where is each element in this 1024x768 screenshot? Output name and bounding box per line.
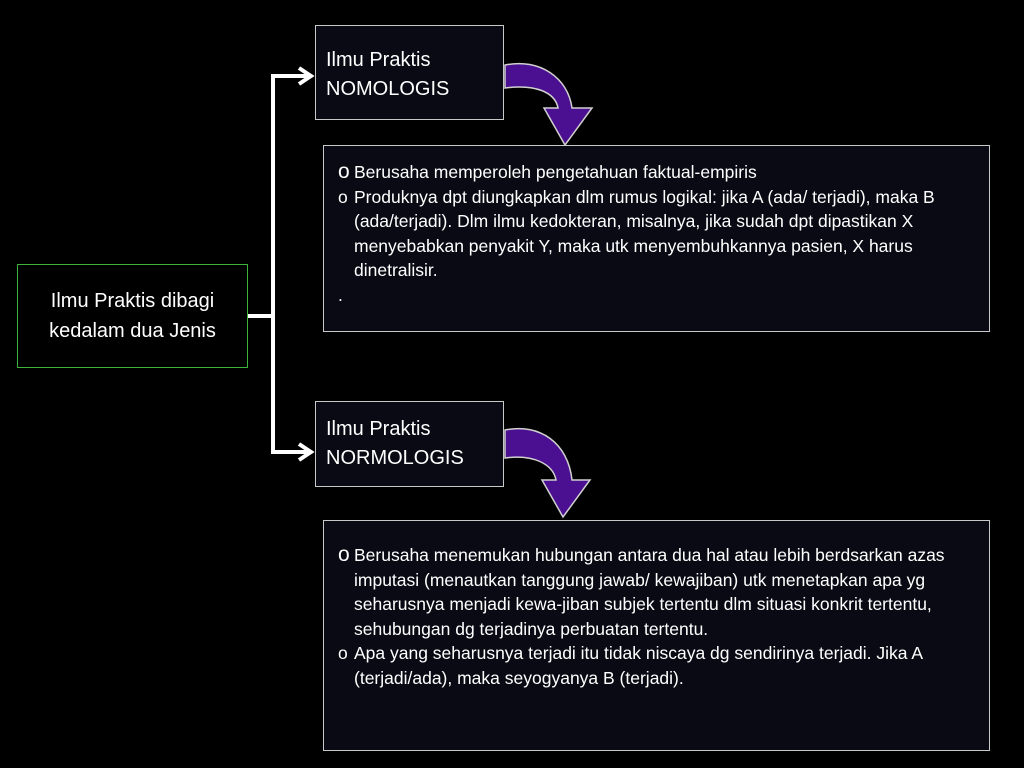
bullet-icon: o — [338, 160, 350, 183]
list-item — [338, 160, 983, 185]
curved-down-arrow-icon — [505, 64, 592, 145]
bullet-icon: o — [338, 543, 350, 566]
bullet-icon: o — [338, 643, 348, 663]
nomologis-detail — [323, 145, 990, 332]
list-item — [338, 185, 983, 283]
normologis-detail — [323, 520, 990, 751]
root-node — [17, 264, 248, 368]
bullet-icon: o — [338, 186, 348, 207]
trailing-dot: . — [338, 284, 343, 305]
normologis-node — [315, 401, 504, 487]
curved-down-arrow-icon — [505, 429, 590, 517]
normologis-point-2: Apa yang seharusnya terjadi itu tidak niscaya dg sendirinya terjadi. Jika A (terjadi/ada), maka seyogyanya B (terjadi). — [354, 643, 923, 688]
nomologis-point-1: Berusaha memperoleh pengetahuan faktual-empiris — [354, 162, 757, 182]
normologis-title-line-2: NORMOLOGIS — [326, 447, 464, 469]
nomologis-title-line-1: Ilmu Praktis — [326, 49, 431, 71]
list-item — [338, 543, 983, 641]
root-line-1: Ilmu Praktis dibagi — [50, 290, 215, 312]
root-line-2: kedalam dua Jenis — [49, 320, 216, 342]
list-item — [338, 641, 983, 690]
nomologis-title-line-2: NOMOLOGIS — [326, 78, 450, 100]
normologis-point-1: Berusaha menemukan hubungan antara dua hal atau lebih berdsarkan azas imputasi (menautkan tanggung jawab/ kewajiban) utk menetapkan apa yg seharusnya menjadi kewa-jiban subjek tertentu dlm situasi konkrit tertentu, sehubungan dg terjadinya perbuatan tertentu. — [354, 545, 945, 639]
nomologis-point-2: Produknya dpt diungkapkan dlm rumus logikal: jika A (ada/ terjadi), maka B (ada/terjadi). Dlm ilmu kedokteran, misalnya, jika sudah dpt dipastikan X menyebabkan penyakit Y, maka utk menyembuhkannya pasien, X harus dinetralisir. — [354, 186, 935, 280]
nomologis-node — [315, 25, 504, 120]
normologis-title-line-1: Ilmu Praktis — [326, 418, 431, 440]
